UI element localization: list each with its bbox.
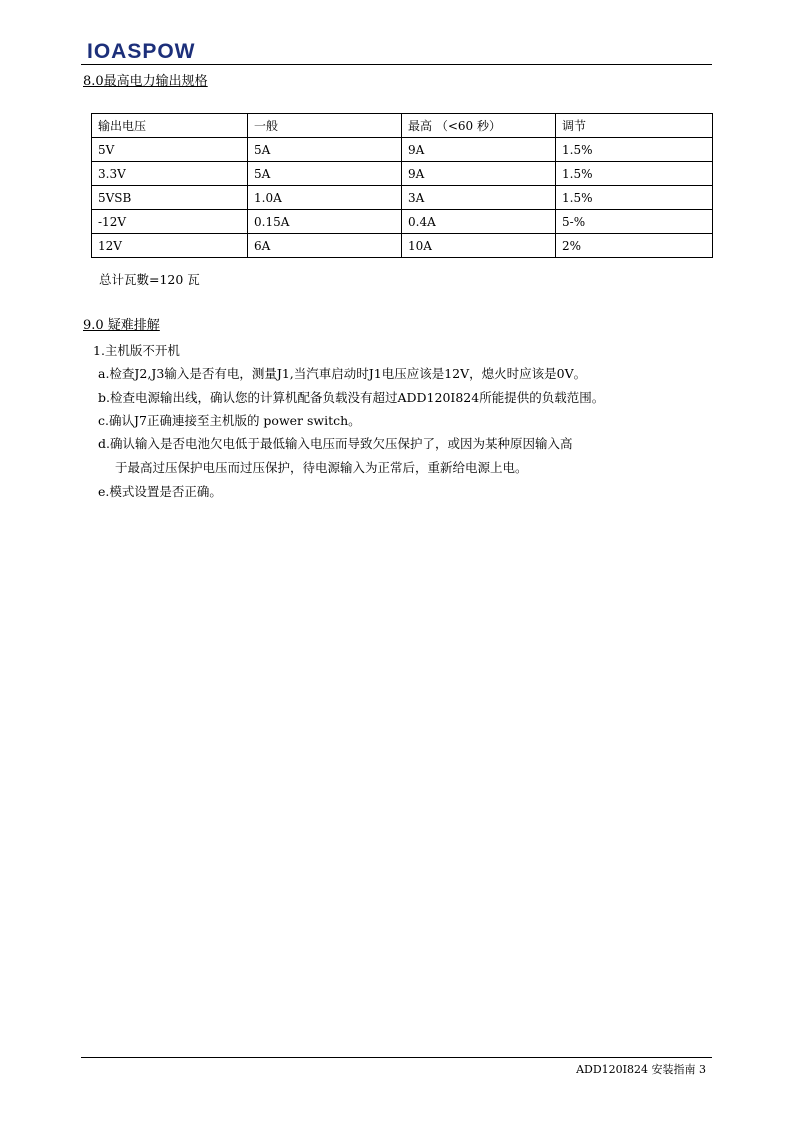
- footer-divider: [81, 1057, 712, 1058]
- table-row: [92, 138, 713, 162]
- table-row: [92, 186, 713, 210]
- table-row: [92, 210, 713, 234]
- trouble-item-d: d.确认输入是否电池欠电低于最低输入电压而导致欠压保护了，或因为某种原因输入高: [98, 436, 573, 451]
- table-cell: 5-%: [556, 210, 713, 234]
- table-cell: -12V: [92, 210, 248, 234]
- table-cell: 0.4A: [402, 210, 556, 234]
- table-header-row: [92, 114, 713, 138]
- table-cell: 1.5%: [556, 138, 713, 162]
- table-row: [92, 234, 713, 258]
- table-cell: 0.15A: [248, 210, 402, 234]
- table-cell: 1.5%: [556, 186, 713, 210]
- table-cell: 5A: [248, 138, 402, 162]
- table-cell: 10A: [402, 234, 556, 258]
- header-cell-voltage: 输出电压: [92, 114, 248, 138]
- trouble-item-heading: 1.主机版不开机: [93, 343, 180, 358]
- page-header: [81, 36, 712, 65]
- brand-logo: IOASPOW: [87, 40, 196, 63]
- trouble-item-b: b.检查电源输出线，确认您的计算机配备负载没有超过ADD120I824所能提供的负载范围。: [98, 390, 605, 405]
- trouble-item-a: a.检查J2,J3输入是否有电，测量J1,当汽車启动时J1电压应该是12V，熄火时应该是0V。: [98, 366, 587, 381]
- specs-section-title: 8.0最高电力输出规格: [83, 74, 208, 89]
- table-cell: 1.5%: [556, 162, 713, 186]
- table-cell: 3A: [402, 186, 556, 210]
- total-wattage: 总计瓦數=120 瓦: [99, 272, 200, 287]
- header-cell-regulation: 调节: [556, 114, 713, 138]
- table-cell: 5V: [92, 138, 248, 162]
- table-cell: 5VSB: [92, 186, 248, 210]
- header-cell-typical: 一般: [248, 114, 402, 138]
- table-cell: 5A: [248, 162, 402, 186]
- table-cell: 6A: [248, 234, 402, 258]
- footer-page-label: ADD120I824 安装指南 3: [576, 1063, 706, 1076]
- trouble-item-c: c.确认J7正确連接至主机版的 power switch。: [98, 413, 361, 428]
- trouble-item-e: e.模式设置是否正确。: [98, 484, 222, 499]
- header-cell-peak: 最高 （<60 秒）: [402, 114, 556, 138]
- table-cell: 3.3V: [92, 162, 248, 186]
- table-cell: 9A: [402, 138, 556, 162]
- table-cell: 2%: [556, 234, 713, 258]
- troubleshooting-section-title: 9.0 疑难排解: [83, 318, 160, 333]
- trouble-item-d-continued: 于最高过压保护电压而过压保护，待电源输入为正常后，重新给电源上电。: [115, 460, 528, 475]
- table-cell: 12V: [92, 234, 248, 258]
- table-cell: 1.0A: [248, 186, 402, 210]
- table-cell: 9A: [402, 162, 556, 186]
- power-output-table: [91, 113, 713, 258]
- table-row: [92, 162, 713, 186]
